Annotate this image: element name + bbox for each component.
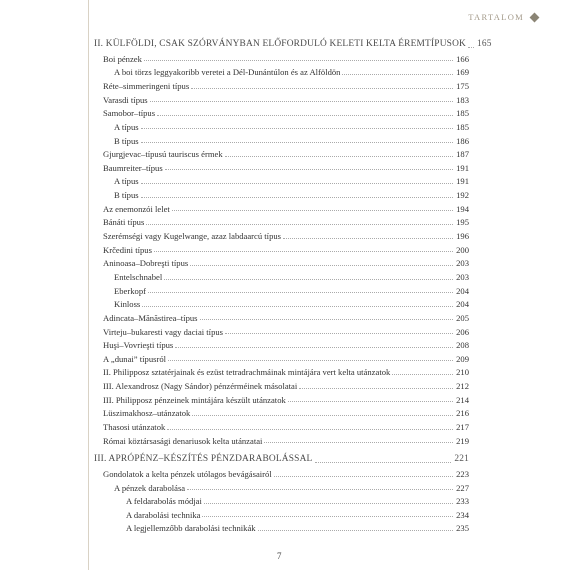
toc-entry-page: 208	[456, 340, 469, 351]
toc-entry[interactable]	[94, 145, 469, 159]
toc-entry[interactable]	[94, 377, 469, 391]
dot-leader	[172, 210, 453, 211]
toc-entry-title: B típus	[114, 190, 139, 201]
toc-entry-page: 203	[456, 271, 469, 282]
toc-section-entry[interactable]	[94, 451, 469, 465]
dot-leader	[191, 88, 453, 89]
dot-leader	[192, 415, 453, 416]
toc-entry-title: Baumreiter–típus	[103, 162, 163, 173]
toc-entry-page: 185	[456, 121, 469, 132]
toc-entry[interactable]	[94, 91, 469, 105]
toc-entry-title: A feldarabolás módjai	[126, 496, 202, 507]
toc-entry[interactable]	[94, 200, 469, 214]
dot-leader	[392, 374, 453, 375]
toc-entry-page: 185	[456, 108, 469, 119]
toc-entry[interactable]	[94, 50, 469, 64]
diamond-icon	[530, 12, 540, 22]
dot-leader	[157, 115, 453, 116]
toc-entry[interactable]	[94, 131, 469, 145]
toc-entry-page: 196	[456, 231, 469, 242]
toc-entry-title: II. Philipposz sztatérjainak és ezüst tetradrachmáinak mintájára vert kelta utánzatok	[103, 367, 391, 378]
toc-entry-page: 175	[456, 80, 469, 91]
toc-entry-page: 209	[456, 353, 469, 364]
dot-leader	[175, 347, 453, 348]
toc-entry-page: 203	[456, 258, 469, 269]
toc-entry-title: Réte–simmeringeni típus	[103, 80, 190, 91]
toc-entry-title: Lüszimakhosz–utánzatok	[103, 408, 191, 419]
toc-entry-title: Aninoasa–Dobreşti típus	[103, 258, 189, 269]
toc-entry-page: 169	[456, 67, 469, 78]
dot-leader	[288, 401, 453, 402]
toc-entry-page: 212	[456, 381, 469, 392]
toc-entry-page: 204	[456, 299, 469, 310]
dot-leader	[144, 60, 453, 61]
toc-entry-title: Adincata–Mănăstirea–típus	[103, 312, 198, 323]
toc-entry[interactable]	[94, 268, 469, 282]
table-of-contents	[94, 36, 492, 534]
toc-entry-page: 194	[456, 203, 469, 214]
dot-leader	[315, 462, 452, 463]
toc-entry[interactable]	[94, 63, 469, 77]
toc-entry-title: Entelschnabel	[114, 271, 163, 282]
dot-leader	[146, 224, 453, 225]
toc-entry[interactable]	[94, 336, 469, 350]
toc-entry-title: Az enemonzói lelet	[103, 203, 170, 214]
toc-entry[interactable]	[94, 418, 469, 432]
toc-entry-title: A legjellemzőbb darabolási technikák	[126, 523, 256, 534]
toc-section-entry[interactable]	[94, 36, 492, 50]
toc-entry-title: Kinloss	[114, 299, 141, 310]
toc-entry[interactable]	[94, 159, 469, 173]
toc-entry-title: III. Philipposz pénzeinek mintájára készült utánzatok	[103, 394, 286, 405]
toc-entry[interactable]	[94, 77, 469, 91]
toc-entry[interactable]	[94, 104, 469, 118]
dot-leader	[142, 306, 453, 307]
toc-entry-page: 165	[477, 39, 492, 50]
toc-entry-title: Samobor–típus	[103, 108, 156, 119]
toc-entry-page: 214	[456, 394, 469, 405]
dot-leader	[167, 429, 453, 430]
dot-leader	[200, 319, 454, 320]
toc-entry[interactable]	[94, 506, 469, 520]
toc-entry-title: Krčedini típus	[103, 244, 152, 255]
toc-entry[interactable]	[94, 404, 469, 418]
toc-entry-page: 221	[454, 454, 469, 465]
toc-entry-title: Huşi–Vovrieşti típus	[103, 340, 174, 351]
toc-entry-page: 235	[456, 523, 469, 534]
toc-entry-title: III. Alexandrosz (Nagy Sándor) pénzérméinek másolatai	[103, 381, 298, 392]
toc-entry-page: 192	[456, 190, 469, 201]
header-label: TARTALOM	[468, 12, 524, 22]
dot-leader	[165, 169, 453, 170]
dot-leader	[141, 197, 454, 198]
toc-entry[interactable]	[94, 254, 469, 268]
toc-entry-title: Eberkopf	[114, 285, 146, 296]
toc-entry[interactable]	[94, 350, 469, 364]
toc-entry[interactable]	[94, 241, 469, 255]
toc-entry-title: A boi törzs leggyakoribb veretei a Dél-Dunántúlon és az Alföldön	[114, 67, 341, 78]
dot-leader	[264, 442, 453, 443]
toc-entry-page: 187	[456, 149, 469, 160]
toc-entry-page: 183	[456, 94, 469, 105]
toc-entry-title: Virteju–bukaresti vagy daciai típus	[103, 326, 224, 337]
toc-entry-title: A pénzek darabolása	[114, 482, 186, 493]
toc-entry-page: 200	[456, 244, 469, 255]
dot-leader	[187, 489, 453, 490]
toc-entry-page: 233	[456, 496, 469, 507]
toc-entry-title: III. APRÓPÉNZ–KÉSZÍTÉS PÉNZDARABOLÁSSAL	[94, 454, 313, 465]
toc-entry-title: Boi pénzek	[103, 53, 142, 64]
dot-leader	[141, 183, 454, 184]
toc-entry[interactable]	[94, 172, 469, 186]
toc-entry-page: 195	[456, 217, 469, 228]
dot-leader	[164, 279, 453, 280]
margin-rule	[88, 0, 89, 570]
dot-leader	[225, 156, 453, 157]
toc-entry-title: Gondolatok a kelta pénzek utólagos bevágásairól	[103, 468, 272, 479]
dot-leader	[342, 74, 453, 75]
toc-entry[interactable]	[94, 432, 469, 446]
toc-entry-page: 223	[456, 468, 469, 479]
dot-leader	[190, 265, 453, 266]
dot-leader	[283, 238, 453, 239]
toc-entry-page: 191	[456, 176, 469, 187]
toc-entry-page: 210	[456, 367, 469, 378]
dot-leader	[274, 476, 453, 477]
toc-entry[interactable]	[94, 322, 469, 336]
toc-entry[interactable]	[94, 227, 469, 241]
toc-entry[interactable]	[94, 118, 469, 132]
toc-entry-title: A típus	[114, 121, 139, 132]
toc-entry-page: 216	[456, 408, 469, 419]
page-number: 7	[277, 551, 282, 561]
toc-entry-title: Római köztársasági denariusok kelta utánzatai	[103, 435, 263, 446]
dot-leader	[150, 101, 453, 102]
toc-entry-page: 166	[456, 53, 469, 64]
toc-entry[interactable]	[94, 309, 469, 323]
toc-entry[interactable]	[94, 519, 469, 533]
toc-entry-page: 206	[456, 326, 469, 337]
toc-entry-page: 191	[456, 162, 469, 173]
toc-entry-page: 204	[456, 285, 469, 296]
dot-leader	[141, 142, 454, 143]
toc-entry[interactable]	[94, 465, 469, 479]
toc-entry-title: Gjurgjevac–típusú tauriscus érmek	[103, 149, 223, 160]
toc-entry-title: Thasosi utánzatok	[103, 421, 166, 432]
toc-entry[interactable]	[94, 479, 469, 493]
toc-entry-page: 217	[456, 421, 469, 432]
toc-entry[interactable]	[94, 363, 469, 377]
toc-entry-page: 205	[456, 312, 469, 323]
dot-leader	[299, 388, 453, 389]
toc-entry-title: II. KÜLFÖLDI, CSAK SZÓRVÁNYBAN ELŐFORDULÓ KELETI KELTA ÉREMTÍPUSOK	[94, 39, 467, 50]
toc-entry[interactable]	[94, 186, 469, 200]
dot-leader	[148, 292, 453, 293]
toc-entry[interactable]	[94, 282, 469, 296]
toc-entry[interactable]	[94, 492, 469, 506]
running-header	[468, 12, 538, 22]
toc-entry-title: Szerémségi vagy Kugelwange, azaz labdaarcú típus	[103, 231, 282, 242]
toc-entry-page: 234	[456, 509, 469, 520]
toc-entry-title: A darabolási technika	[126, 509, 201, 520]
dot-leader	[154, 251, 453, 252]
dot-leader	[141, 128, 454, 129]
toc-entry[interactable]	[94, 295, 469, 309]
toc-entry-title: A „dunai” típusról	[103, 353, 167, 364]
toc-entry-title: B típus	[114, 135, 139, 146]
toc-entry-page: 219	[456, 435, 469, 446]
toc-entry-page: 227	[456, 482, 469, 493]
toc-entry-title: Varasdi típus	[103, 94, 148, 105]
toc-entry-title: Bánáti típus	[103, 217, 145, 228]
dot-leader	[168, 360, 453, 361]
toc-entry[interactable]	[94, 213, 469, 227]
dot-leader	[202, 516, 453, 517]
toc-entry-page: 186	[456, 135, 469, 146]
dot-leader	[225, 333, 453, 334]
toc-entry[interactable]	[94, 391, 469, 405]
dot-leader	[258, 530, 454, 531]
toc-entry-title: A típus	[114, 176, 139, 187]
dot-leader	[204, 503, 453, 504]
